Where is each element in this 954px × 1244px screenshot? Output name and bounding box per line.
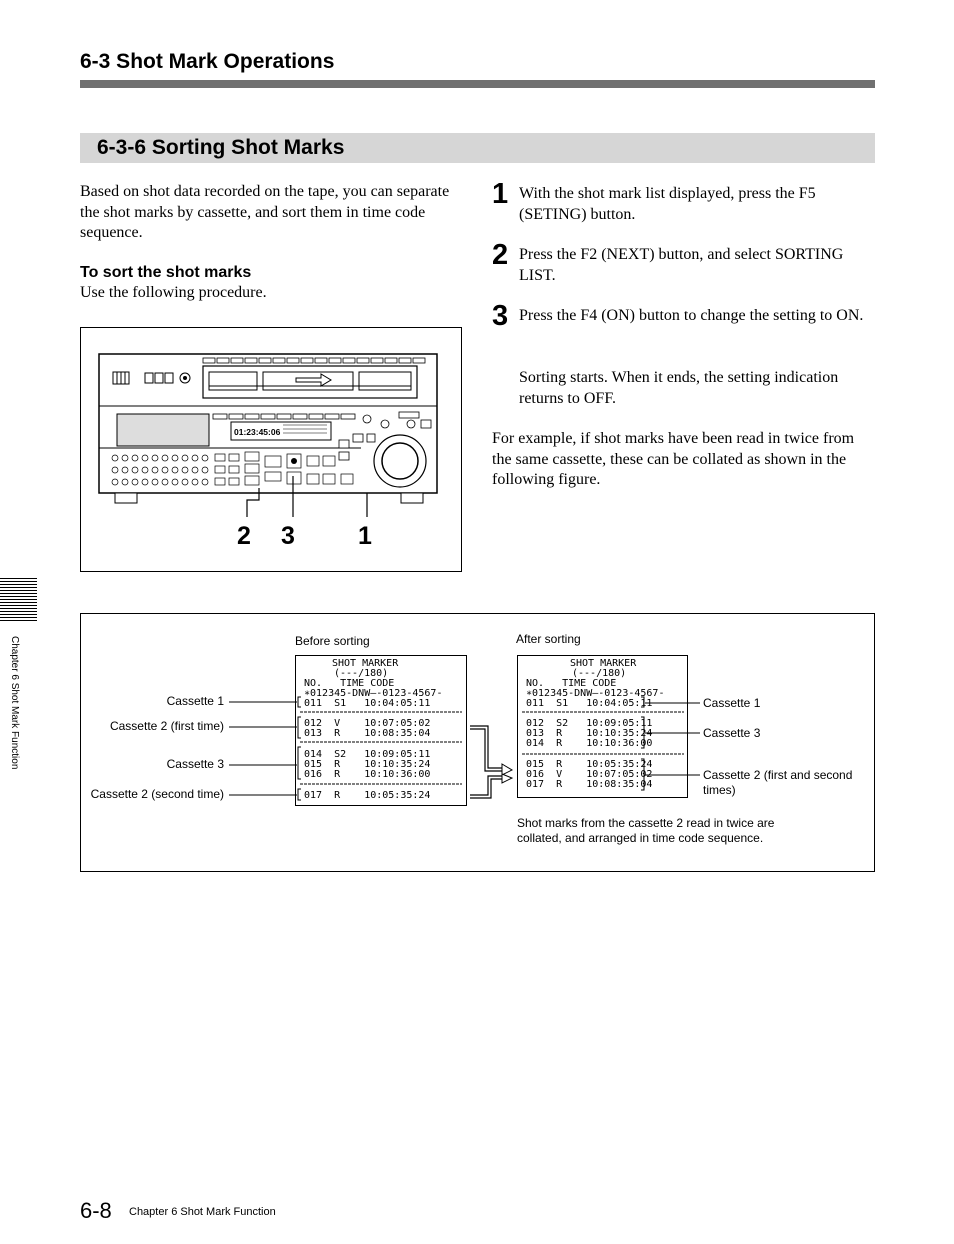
label-cassette-2-second: Cassette 2 (second time) xyxy=(90,787,224,801)
label-cassette-2-first: Cassette 2 (first time) xyxy=(109,719,224,733)
shot-row: 011 S1 10:04:05:11 xyxy=(304,698,431,709)
label-after-cassette-3: Cassette 3 xyxy=(703,726,761,740)
label-after-cassette-2: Cassette 2 (first and second times) xyxy=(703,768,853,797)
device-timecode: 01:23:45:06 xyxy=(234,427,281,437)
shot-row: 017 R 10:08:35:04 xyxy=(526,779,653,790)
shot-row: 014 S2 10:09:05:11 xyxy=(304,749,431,760)
step-3-text: Press the F4 (ON) button to change the setting to ON. xyxy=(519,307,864,324)
shot-row: 011 S1 10:04:05:11 xyxy=(526,698,653,709)
figure-caption: Shot marks from the cassette 2 read in twice are collated, and arranged in time code sequence. xyxy=(517,816,775,845)
shot-row: 017 R 10:05:35:24 xyxy=(304,790,431,801)
shot-row: 014 R 10:10:36:00 xyxy=(526,738,653,749)
footer-chapter: Chapter 6 Shot Mark Function xyxy=(129,1206,276,1218)
step-3-note: Sorting starts. When it ends, the setting indication returns to OFF. xyxy=(519,369,839,407)
shot-row: 013 R 10:10:35:24 xyxy=(526,728,653,739)
screen-header-line: SHOT MARKER xyxy=(332,658,399,669)
screen-header-line: SHOT MARKER xyxy=(570,658,637,669)
step-2-text: Press the F2 (NEXT) button, and select SORTING LIST. xyxy=(519,246,844,284)
screen-header-line: ∗012345-DNW—-0123-4567- xyxy=(526,688,665,699)
before-sorting-title: Before sorting xyxy=(295,634,370,648)
step-2-number: 2 xyxy=(492,239,509,271)
shot-row: 012 S2 10:09:05:11 xyxy=(526,718,653,729)
shot-row: 016 V 10:07:05:02 xyxy=(526,769,653,780)
callout-2: 2 xyxy=(237,522,251,550)
shot-row: 015 R 10:05:35:24 xyxy=(526,759,653,770)
screen-header-line: (---/180) xyxy=(334,668,389,679)
intro-paragraph: Based on shot data recorded on the tape, you can separate the shot marks by cassette, and sort them in time code sequence. xyxy=(80,183,450,242)
label-after-cassette-1: Cassette 1 xyxy=(703,696,761,710)
procedure-heading: To sort the shot marks xyxy=(80,264,252,281)
screen-header-line: (---/180) xyxy=(572,668,627,679)
chapter-tab-label: Chapter 6 Shot Mark Function xyxy=(9,636,20,770)
example-paragraph: For example, if shot marks have been read in twice from the same cassette, these can be collated as shown in the following figure. xyxy=(492,430,855,489)
screen-header-line: NO. TIME CODE xyxy=(304,678,395,689)
procedure-text: Use the following procedure. xyxy=(80,284,267,301)
after-sorting-title: After sorting xyxy=(516,632,581,646)
step-1-number: 1 xyxy=(492,178,509,210)
shot-row: 013 R 10:08:35:04 xyxy=(304,728,431,739)
callout-3: 3 xyxy=(281,522,295,550)
subsection-title: 6-3-6 Sorting Shot Marks xyxy=(97,136,345,159)
label-cassette-3: Cassette 3 xyxy=(166,757,224,771)
shot-row: 015 R 10:10:35:24 xyxy=(304,759,431,770)
chapter-tab xyxy=(0,578,37,622)
callout-1: 1 xyxy=(358,522,372,550)
label-cassette-1: Cassette 1 xyxy=(166,694,224,708)
step-1-text: With the shot mark list displayed, press the F5 (SETING) button. xyxy=(519,185,816,223)
shot-row: 016 R 10:10:36:00 xyxy=(304,769,431,780)
shot-row: 012 V 10:07:05:02 xyxy=(304,718,431,729)
step-3-number: 3 xyxy=(492,300,509,332)
section-title: 6-3 Shot Mark Operations xyxy=(80,50,335,73)
screen-header-line: ∗012345-DNW—-0123-4567- xyxy=(304,688,443,699)
page-number: 6-8 xyxy=(80,1198,112,1223)
screen-header-line: NO. TIME CODE xyxy=(526,678,617,689)
